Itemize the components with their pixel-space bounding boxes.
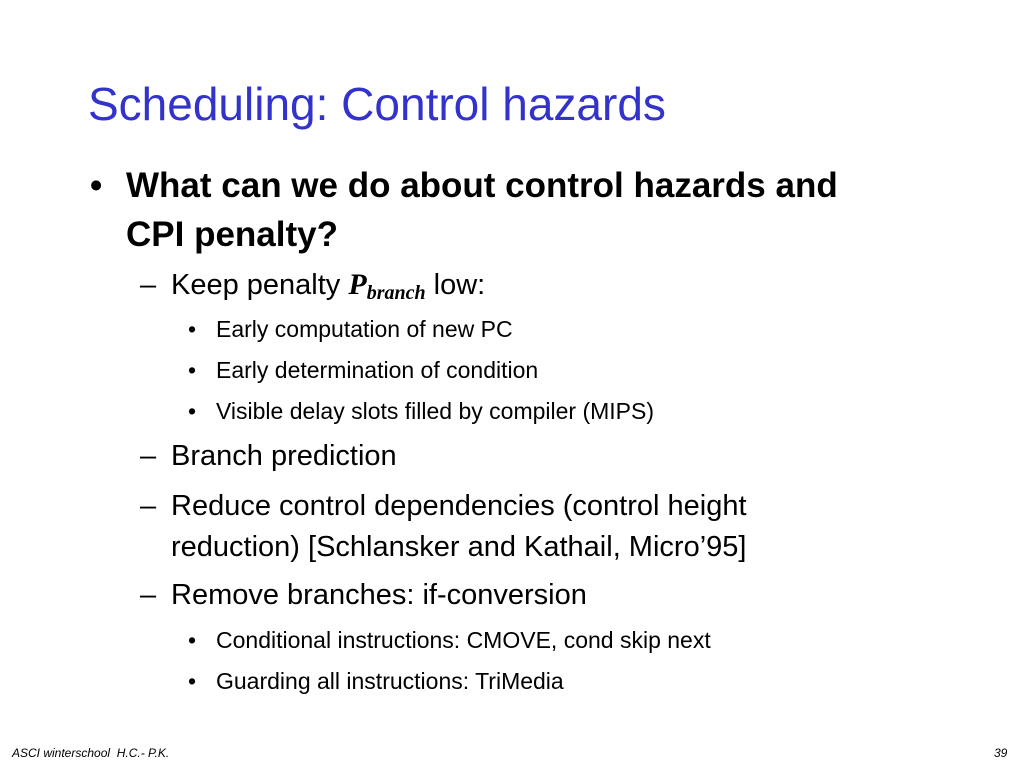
reduce-dependencies-line2: reduction) [Schlansker and Kathail, Micro’95]	[171, 531, 747, 563]
main-question-line2: CPI penalty?	[126, 215, 338, 254]
remove-branches-item: Remove branches: if-conversion	[171, 579, 587, 611]
bullet-marker: •	[188, 357, 197, 383]
dash-marker: –	[140, 440, 157, 472]
bullet-marker: •	[90, 166, 103, 205]
conditional-instructions-item: Conditional instructions: CMOVE, cond skip next	[216, 627, 711, 653]
page-number: 39	[994, 746, 1008, 760]
branch-prediction-item: Branch prediction	[171, 440, 397, 472]
bullet-marker: •	[188, 627, 197, 653]
dash-marker: –	[140, 579, 157, 611]
dash-marker: –	[140, 269, 157, 301]
slide-title: Scheduling: Control hazards	[88, 78, 666, 130]
delay-slots-item: Visible delay slots filled by compiler (MIPS)	[216, 398, 655, 424]
keep-penalty-prefix: Keep penalty	[171, 269, 349, 301]
reduce-dependencies-line1: Reduce control dependencies (control height	[171, 490, 747, 522]
keep-penalty-item	[171, 266, 485, 312]
early-pc-item: Early computation of new PC	[216, 316, 513, 342]
bullet-marker: •	[188, 398, 197, 424]
keep-penalty-suffix: low:	[425, 269, 486, 301]
footer-text: ASCI winterschool H.C.- P.K.	[12, 746, 170, 760]
early-condition-item: Early determination of condition	[216, 357, 539, 383]
penalty-variable-main: P	[348, 268, 367, 301]
dash-marker: –	[140, 490, 157, 522]
penalty-variable-subscript: branch	[366, 282, 426, 304]
penalty-variable	[348, 268, 426, 304]
bullet-marker: •	[188, 668, 197, 694]
bullet-marker: •	[188, 316, 197, 342]
main-question-line1: What can we do about control hazards and	[126, 166, 838, 205]
guarding-item: Guarding all instructions: TriMedia	[216, 668, 564, 694]
